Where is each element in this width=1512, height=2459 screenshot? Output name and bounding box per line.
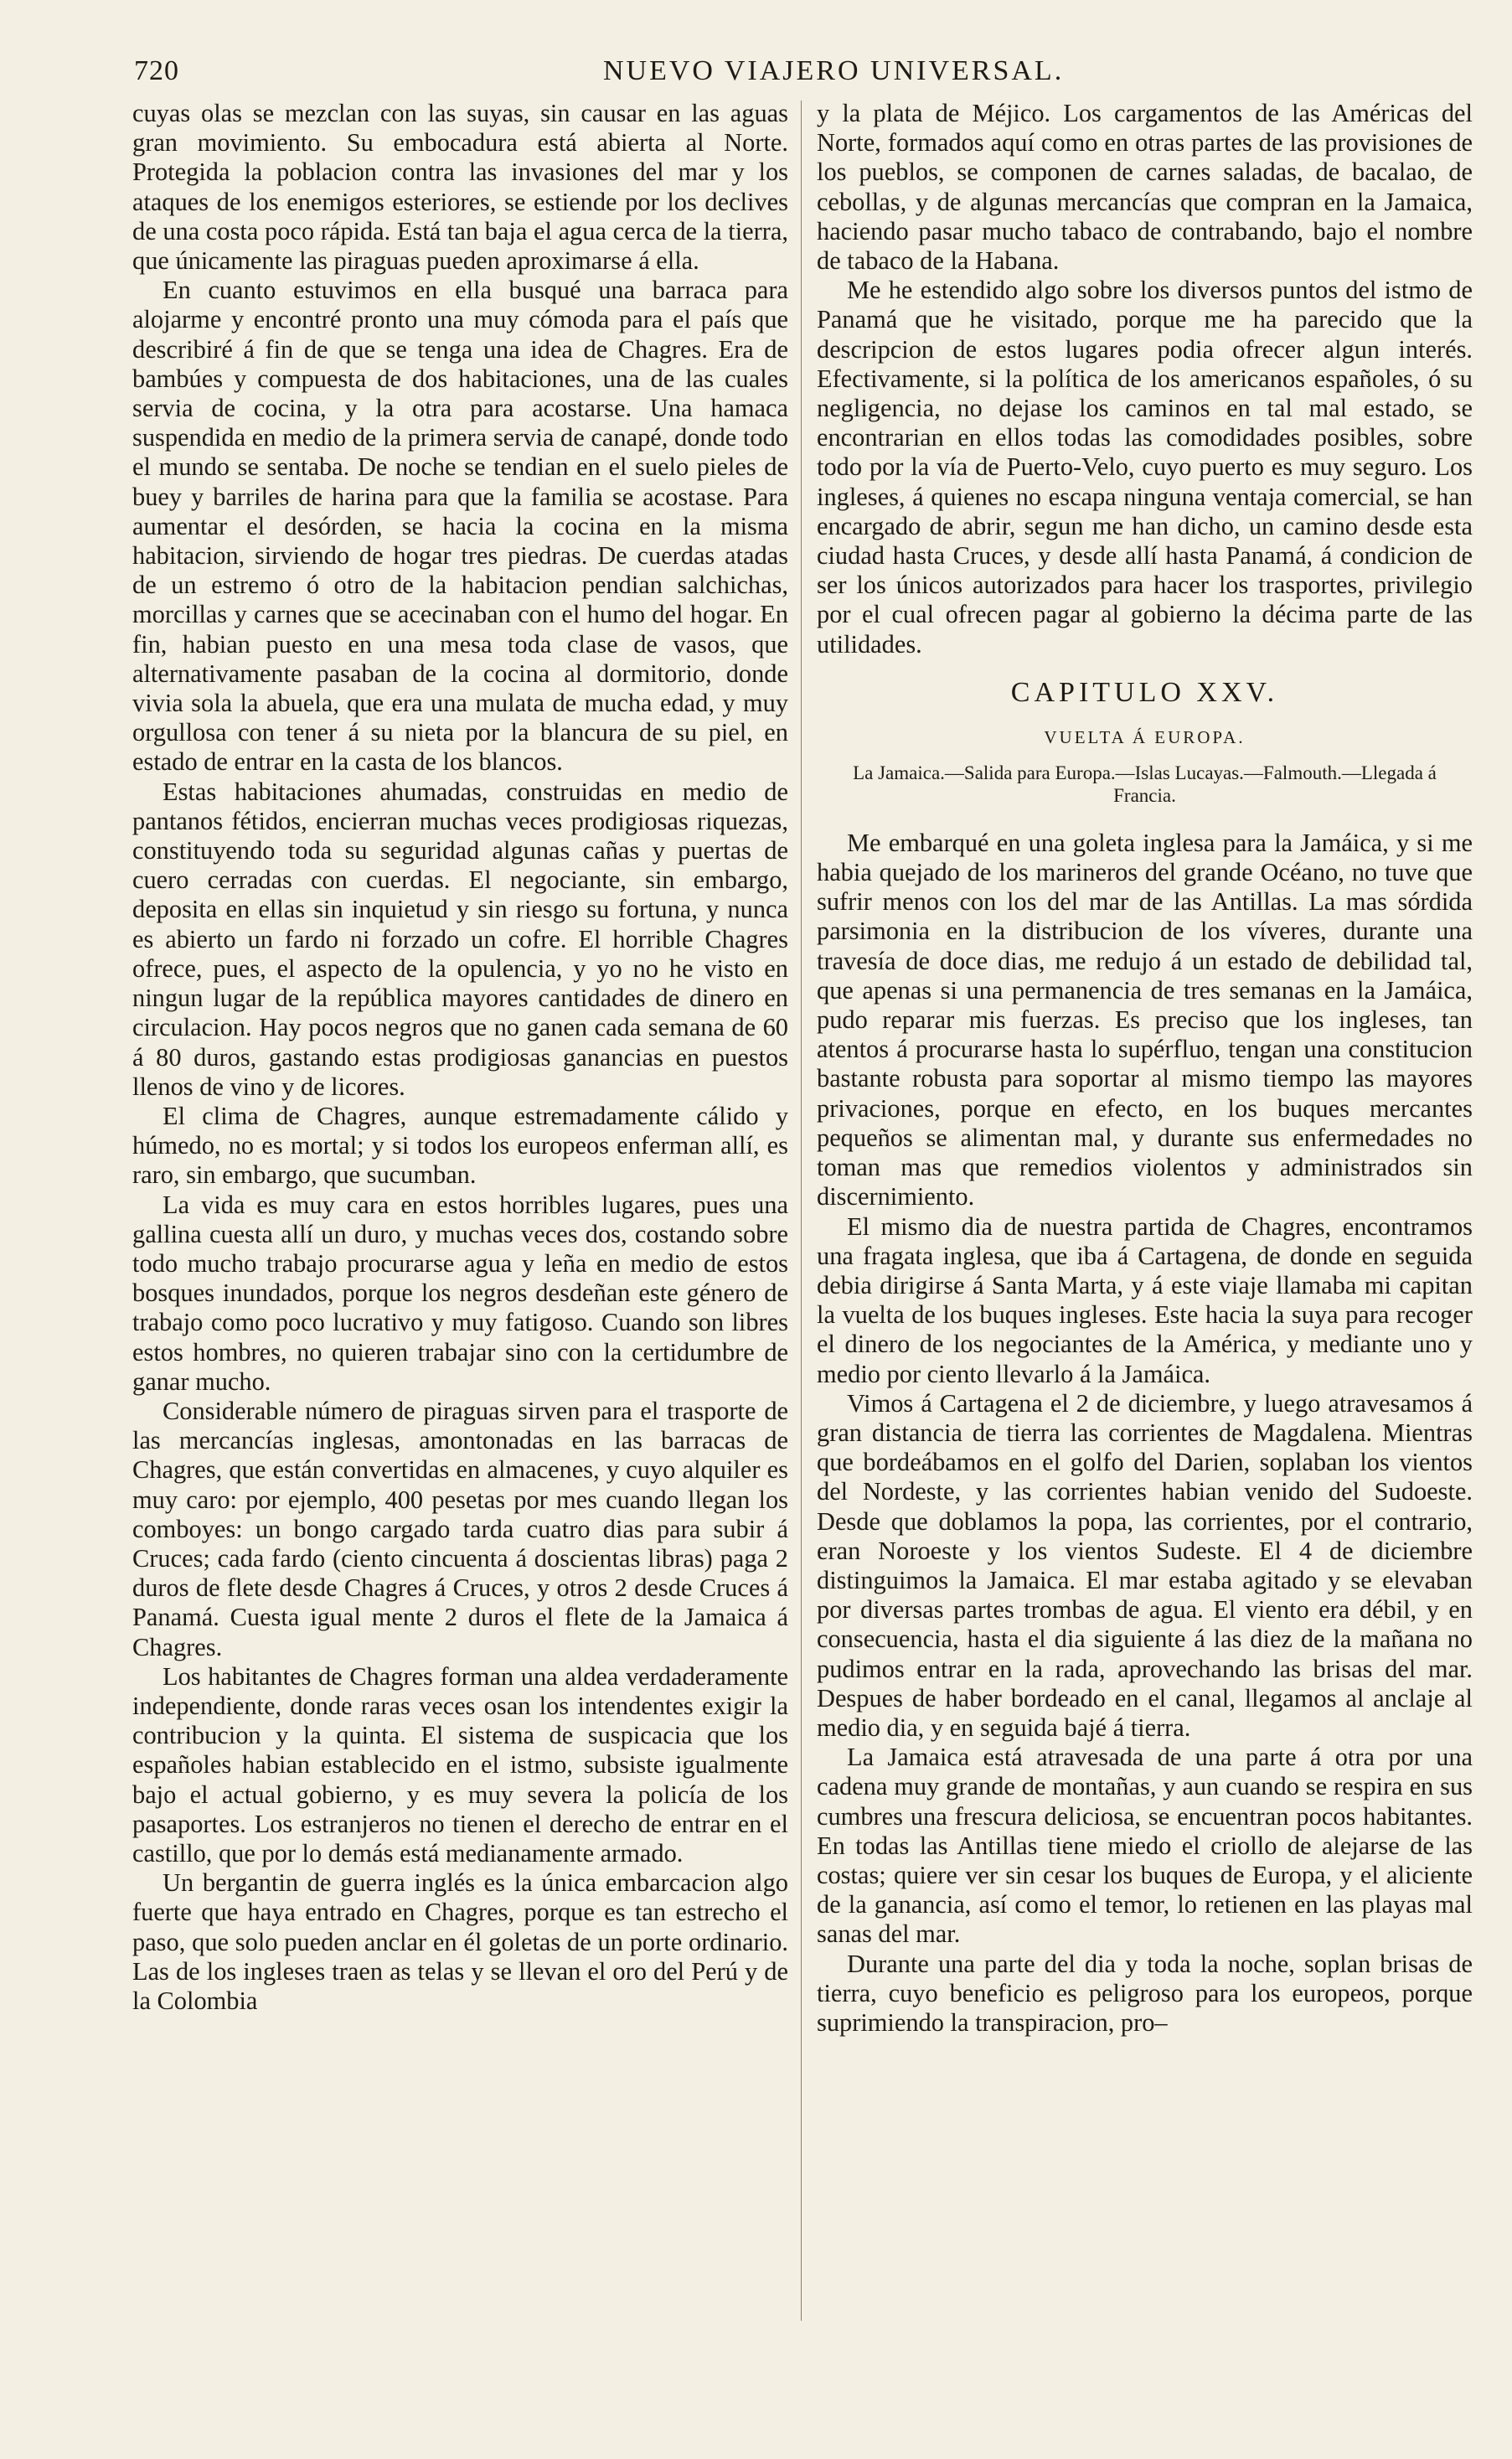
column-divider — [801, 101, 802, 2321]
chapter-subtitle: VUELTA Á EUROPA. — [1044, 726, 1246, 747]
page-number: 720 — [134, 55, 179, 86]
left-column — [132, 99, 788, 2016]
paragraph: Los habitantes de Chagres forman una aldea verdaderamente independiente, donde raras veces osan los intendentes exigir la contribucion y la quinta. El sistema de suspicacia que los españoles habian establecido en el istmo, subsiste igualmente bajo el actual gobierno, y es muy severa la policía de los pasaportes. Los estranjeros no tienen el derecho de entrar en el castillo, que por lo demás está medianamente armado. — [132, 1661, 788, 1867]
paragraph: Me he estendido algo sobre los diversos puntos del istmo de Panamá que he visitado, porque me ha parecido que la descripcion de estos lugares podia ofrecer algun interés. Efectivamente, si la política de los americanos españoles, ó su negligencia, no dejase los caminos en tal mal estado, se encontrarian en ellos todas las comodidades posibles, sobre todo por la vía de Puerto-Velo, cuyo puerto es muy seguro. Los ingleses, á quienes no escapa ninguna ventaja comercial, se han encargado de abrir, segun me han dicho, un camino desde esta ciudad hasta Cruces, y desde allí hasta Panamá, á condicion de ser los únicos autorizados para hacer los trasportes, privilegio por el cual ofrecen pagar al gobierno la décima parte de las utilidades. — [817, 276, 1473, 659]
running-title: NUEVO VIAJERO UNIVERSAL. — [603, 55, 1065, 86]
paragraph: Me embarqué en una goleta inglesa para la Jamáica, y si me habia quejado de los marineros del grande Océano, no tuve que sufrir menos con los del mar de las Antillas. La mas sórdida parsimonia en la distribucion de los víveres, durante una travesía de doce dias, me redujo á un estado de debilidad tal, que apenas si una permanencia de tres semanas en la Jamáica, pudo reparar mis fuerzas. Es preciso que los ingleses, tan atentos á procurarse hasta lo supérfluo, tengan una constitucion bastante robusta para soportar al mismo tiempo las mayores privaciones, porque en efecto, en los buques mercantes pequeños se alimentan mal, y durante sus enfermedades no toman mas que remedios violentos y administrados sin discernimiento. — [817, 828, 1473, 1211]
chapter-title: CAPITULO XXV. — [1010, 676, 1279, 708]
paragraph: Vimos á Cartagena el 2 de diciembre, y luego atravesamos á gran distancia de tierra las corrientes de Magdalena. Mientras que bordeábamos en el golfo del Darien, soplaban los vientos del Nordeste, y las corrientes habian venido del Sudoeste. Desde que doblamos la popa, las corrientes, por el contrario, eran Noroeste y los vientos Sudeste. El 4 de diciembre distinguimos la Jamaica. El mar estaba agitado y se elevaban por diversas partes trombas de agua. El viento era débil, y en consecuencia, hasta el dia siguiente á las diez de la mañana no pudimos entrar en la rada, aprovechando las brisas del mar. Despues de haber bordeado en el canal, llegamos al anclaje al medio dia, y en seguida bajé á tierra. — [817, 1388, 1473, 1742]
paragraph: La Jamaica está atravesada de una parte á otra por una cadena muy grande de montañas, y aun cuando se respira en sus cumbres una frescura deliciosa, se encuentran pocos habitantes. En todas las Antillas tiene miedo el criollo de alejarse de las costas; quiere ver sin cesar los buques de Europa, y el aliciente de la ganancia, así como el temor, lo retienen en las playas mal sanas del mar. — [817, 1743, 1473, 1949]
paragraph: Durante una parte del dia y toda la noche, soplan brisas de tierra, cuyo beneficio es peligroso para los europeos, porque suprimiendo la transpiracion, pro– — [817, 1949, 1473, 2037]
paragraph: Un bergantin de guerra inglés es la única embarcacion algo fuerte que haya entrado en Chagres, porque es tan estrecho el paso, que solo pueden anclar en él goletas de un porte ordinario. Las de los ingleses traen as telas y se llevan el oro del Perú y de la Colombia — [132, 1868, 788, 2015]
paragraph: En cuanto estuvimos en ella busqué una barraca para alojarme y encontré pronto una muy cómoda para el país que describiré á fin de que se tenga una idea de Chagres. Era de bambúes y compuesta de dos habitaciones, una de las cuales servia de cocina, y la otra para acostarse. Una hamaca suspendida en medio de la primera servia de canapé, donde todo el mundo se sentaba. De noche se tendian en el suelo pieles de buey y barriles de harina para que la familia se acostase. Para aumentar el desórden, se hacia la cocina en la misma habitacion, sirviendo de hogar tres piedras. De cuerdas atadas de un estremo ó otro de la habitacion pendian salchichas, morcillas y carnes que se acecinaban con el humo del hogar. En fin, habian puesto en una mesa toda clase de vasos, que alternativamente pasaban de la cocina al dormitorio, donde vivia sola la abuela, que era una mulata de mucha edad, y muy orgullosa con tener á su nieta por la blancura de su piel, en estado de entrar en la casta de los blancos. — [132, 276, 788, 777]
paragraph: El mismo dia de nuestra partida de Chagres, encontramos una fragata inglesa, que iba á Cartagena, de donde en seguida debia dirigirse á Santa Marta, y á este viaje llamaba mi capitan la vuelta de los buques ingleses. Este hacia la suya para recoger el dinero de los negociantes de la América, y mediante uno y medio por ciento llevarlo á la Jamáica. — [817, 1211, 1473, 1388]
paragraph: La vida es muy cara en estos horribles lugares, pues una gallina cuesta allí un duro, y muchas veces dos, costando sobre todo mucho trabajo procurarse agua y leña en medio de estos bosques inundados, porque los negros desdeñan este género de trabajo como poco lucrativo y muy fatigoso. Cuando son libres estos hombres, no quieren trabajar sino con la certidumbre de ganar mucho. — [132, 1190, 788, 1396]
paragraph: Estas habitaciones ahumadas, construidas en medio de pantanos fétidos, encierran muchas veces prodigiosas riquezas, constituyendo toda su seguridad algunas cañas y puertas de cuero cerradas con cuerdas. El negociante, sin embargo, deposita en ellas sin inquietud y sin riesgo su fortuna, y nunca es abierto un fardo ni forzado un cofre. El horrible Chagres ofrece, pues, el aspecto de la opulencia, y yo no he visto en ningun lugar de la república mayores cantidades de dinero en circulacion. Hay pocos negros que no ganen cada semana de 60 á 80 duros, gastando estas prodigiosas ganancias en puestos llenos de vino y de licores. — [132, 777, 788, 1101]
paragraph: y la plata de Méjico. Los cargamentos de las Américas del Norte, formados aquí como en otras partes de las provisiones de los pueblos, se componen de carnes saladas, de bacalao, de cebollas, y de algunas mercancías que compran en la Jamaica, haciendo pasar mucho tabaco de contrabando, bajo el nombre de tabaco de la Habana. — [817, 99, 1473, 276]
page-header — [134, 55, 1065, 97]
paragraph: Considerable número de piraguas sirven para el trasporte de las mercancías inglesas, amontonadas en las barracas de Chagres, que están convertidas en almacenes, y cuyo alquiler es muy caro: por ejemplo, 400 pesetas por mes cuando llegan los comboyes: un bongo cargado tarda cuatro dias para subir á Cruces; cada fardo (ciento cincuenta á doscientas libras) paga 2 duros de flete desde Chagres á Cruces, y otros 2 desde Cruces á Panamá. Cuesta igual mente 2 duros el flete de la Jamaica á Chagres. — [132, 1396, 788, 1661]
right-column — [817, 99, 1473, 2038]
paragraph: El clima de Chagres, aunque estremadamente cálido y húmedo, no es mortal; y si todos los europeos enferman allí, es raro, sin embargo, que sucumban. — [132, 1101, 788, 1190]
chapter-summary: La Jamaica.—Salida para Europa.—Islas Lucayas.—Falmouth.—Llegada á Francia. — [853, 762, 1437, 806]
paragraph: cuyas olas se mezclan con las suyas, sin causar en las aguas gran movimiento. Su embocadura está abierta al Norte. Protegida la poblacion contra las invasiones del mar y los ataques de los enemigos esteriores, se estiende por los declives de una costa poco rápida. Está tan baja el agua cerca de la tierra, que únicamente las piraguas pueden aproximarse á ella. — [132, 99, 788, 276]
